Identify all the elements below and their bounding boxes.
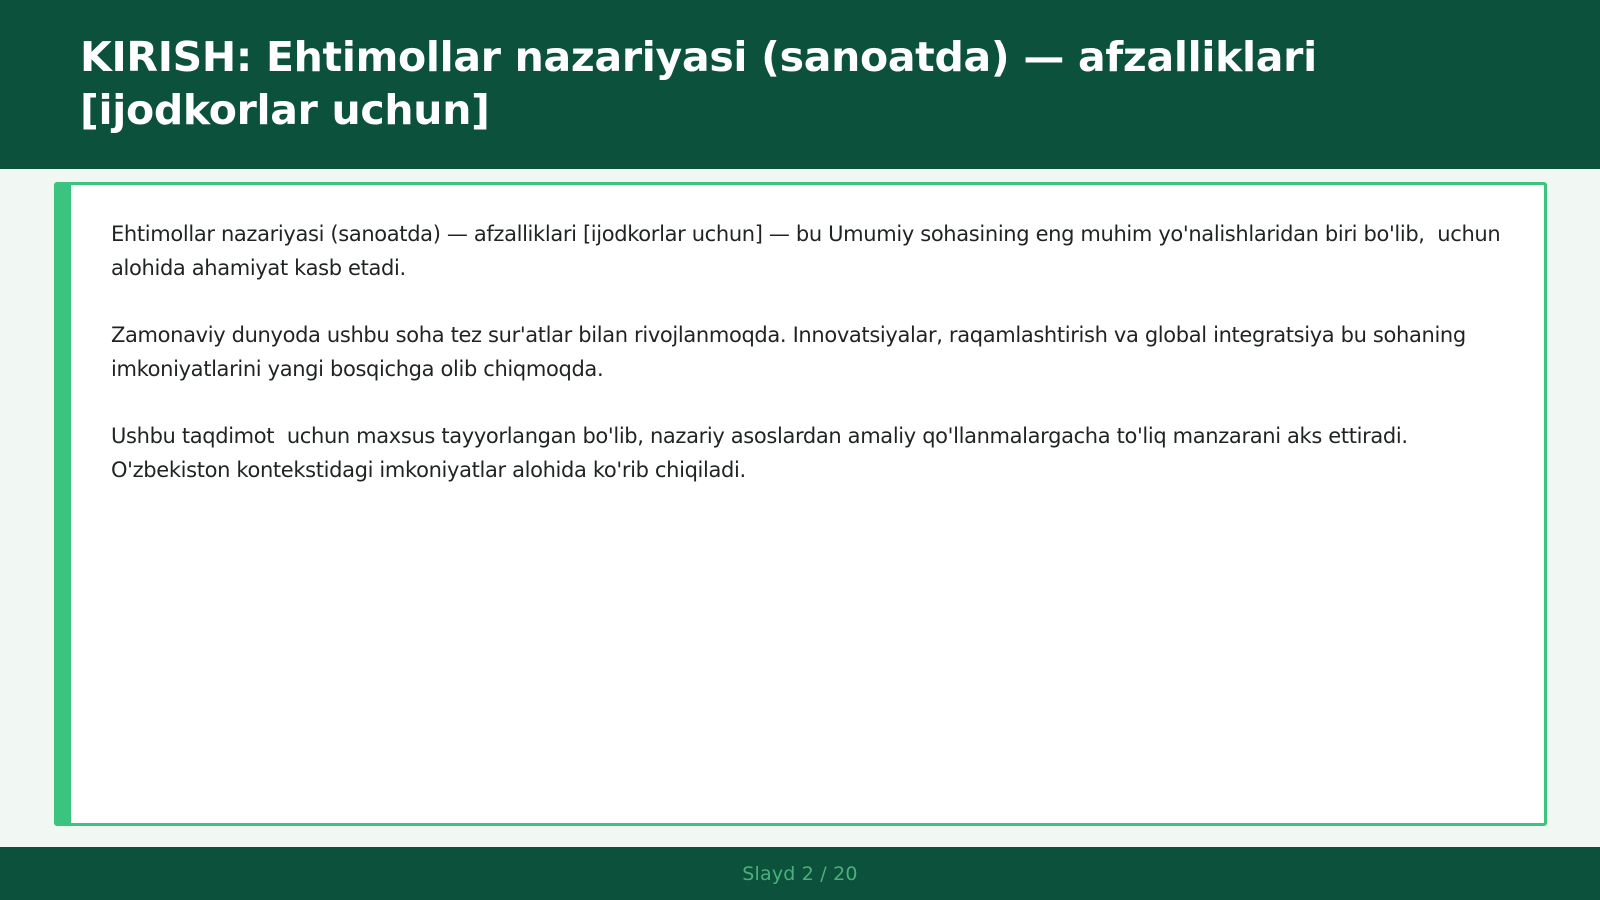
paragraph-presentation-scope: Ushbu taqdimot uchun maxsus tayyorlangan bo'lib, nazariy asoslardan amaliy qo'llanmalargacha to'liq manzarani aks ettiradi. O'zbekiston kontekstidagi imkoniyatlar alohida ko'rib chiqiladi.: [111, 424, 1415, 482]
slide-footer: [0, 847, 1600, 900]
slide-title: KIRISH: Ehtimollar nazariyasi (sanoatda) — afzalliklari [ijodkorlar uchun]: [80, 33, 1317, 134]
slide-header: [0, 0, 1600, 169]
paragraph-intro: Ehtimollar nazariyasi (sanoatda) — afzalliklari [ijodkorlar uchun] — bu Umumiy sohasining eng muhim yo'nalishlaridan biri bo'lib, uchun alohida ahamiyat kasb etadi.: [111, 222, 1507, 280]
content-card: [54, 182, 1547, 826]
slide-counter: Slayd 2 / 20: [742, 862, 858, 885]
paragraph-modern-world: Zamonaviy dunyoda ushbu soha tez sur'atlar bilan rivojlanmoqda. Innovatsiyalar, raqamlashtirish va global integratsiya bu sohaning imkoniyatlarini yangi bosqichga olib chiqmoqda.: [111, 323, 1473, 381]
